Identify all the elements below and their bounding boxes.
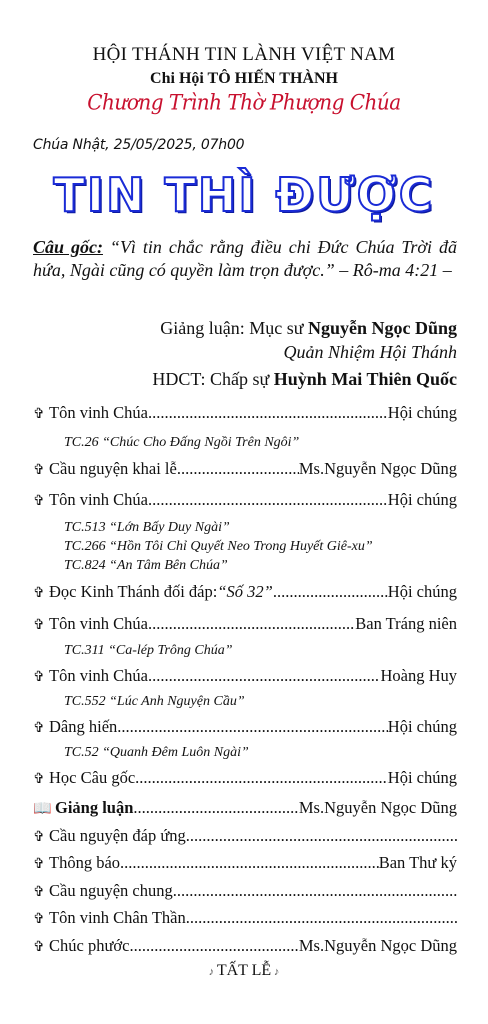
item-label: Tôn vinh Chúa xyxy=(49,666,148,685)
item-value: Ms.Nguyễn Ngọc Dũng xyxy=(298,459,457,478)
item-label: Tôn vinh Chân Thần xyxy=(49,908,186,927)
cross-icon: ✞ xyxy=(33,885,45,900)
leader-dots xyxy=(148,666,380,686)
cross-icon: ✞ xyxy=(33,463,45,478)
hymn: TC.824 “An Tâm Bên Chúa” xyxy=(64,558,228,573)
item-label-reading: “Số 32” xyxy=(217,582,273,601)
branch-name: Chi Hội TÔ HIẾN THÀNH xyxy=(150,70,338,87)
cross-icon: ✞ xyxy=(33,670,45,685)
item-value: Hội chúng xyxy=(387,490,457,509)
leader-dots xyxy=(173,881,457,901)
item-label: Thông báo xyxy=(49,853,121,872)
item-label: Tôn vinh Chúa xyxy=(49,403,148,422)
item-label: Giảng luận xyxy=(55,798,134,817)
cross-icon: ✞ xyxy=(33,407,45,422)
organization-name: HỘI THÁNH TIN LÀNH VIỆT NAM xyxy=(92,44,396,65)
leader-dots xyxy=(186,908,457,928)
leader-dots xyxy=(273,582,388,602)
leader-dots xyxy=(186,826,457,846)
preacher-role: Quản Nhiệm Hội Thánh xyxy=(283,342,457,362)
program-item xyxy=(33,936,457,956)
hymn: TC.513 “Lớn Bấy Duy Ngài” xyxy=(64,520,230,535)
book-icon: 📖 xyxy=(33,801,52,817)
program-item xyxy=(33,403,457,423)
item-label: Đọc Kinh Thánh đối đáp: xyxy=(49,582,218,601)
leader-dots xyxy=(117,717,388,737)
program-item xyxy=(33,459,457,479)
bell-icon: ♪ xyxy=(271,966,280,978)
cross-icon: ✞ xyxy=(33,912,45,927)
closing-text: TẤT LỄ xyxy=(216,962,272,979)
leader-dots xyxy=(129,936,298,956)
preacher-label: Giảng luận: Mục sư xyxy=(160,318,308,338)
item-label: Học Câu gốc xyxy=(49,768,136,787)
hymn: TC.266 “Hồn Tôi Chỉ Quyết Neo Trong Huyết Giê-xu” xyxy=(64,539,373,554)
item-label: Chúc phước xyxy=(49,936,130,955)
item-value: Ban Thư ký xyxy=(378,853,457,872)
item-value: Ms.Nguyễn Ngọc Dũng xyxy=(298,798,457,817)
item-label: Cầu nguyện đáp ứng xyxy=(49,826,186,845)
closing-line xyxy=(0,962,488,980)
leader-dots xyxy=(148,403,388,423)
program-item xyxy=(33,582,457,602)
program-item xyxy=(33,717,457,737)
leader-dots xyxy=(120,853,379,873)
program-item xyxy=(33,666,457,686)
program-item xyxy=(33,908,457,928)
leader-dots xyxy=(148,614,355,634)
key-verse-label: Câu gốc: xyxy=(33,237,103,257)
leader-dots xyxy=(177,459,299,479)
item-label: Tôn vinh Chúa xyxy=(49,490,148,509)
program-title: Chương Trình Thờ Phượng Chúa xyxy=(87,89,401,115)
hdct-name: Huỳnh Mai Thiên Quốc xyxy=(273,369,457,389)
bell-icon: ♪ xyxy=(208,966,217,978)
cross-icon: ✞ xyxy=(33,721,45,736)
cross-icon: ✞ xyxy=(33,772,45,787)
hdct-label: HDCT: Chấp sự xyxy=(152,369,274,389)
program-item xyxy=(33,826,457,846)
cross-icon: ✞ xyxy=(33,586,45,601)
hymn: TC.26 “Chúc Cho Đấng Ngồi Trên Ngôi” xyxy=(64,435,300,450)
key-verse-text: “Vì tin chắc rằng điều chi Đức Chúa Trời đã hứa, Ngài cũng có quyền làm trọn được.” – Rô-ma 4:21 – xyxy=(33,237,457,280)
item-label: Cầu nguyện khai lễ xyxy=(49,459,177,478)
item-value: Hoàng Huy xyxy=(380,666,457,685)
program-item-sermon xyxy=(33,798,457,818)
item-label: Tôn vinh Chúa xyxy=(49,614,148,633)
program-item xyxy=(33,853,457,873)
sermon-title: TIN THÌ ĐƯỢC xyxy=(53,168,435,222)
leader-dots xyxy=(148,490,388,510)
preacher-name: Nguyễn Ngọc Dũng xyxy=(307,318,457,338)
preacher-line xyxy=(160,318,457,339)
item-label: Cầu nguyện chung xyxy=(49,881,173,900)
cross-icon: ✞ xyxy=(33,940,45,955)
item-value: Ms.Nguyễn Ngọc Dũng xyxy=(298,936,457,955)
key-verse xyxy=(33,236,457,282)
program-item xyxy=(33,490,457,510)
item-label: Dâng hiến xyxy=(49,717,118,736)
cross-icon: ✞ xyxy=(33,618,45,633)
program-item xyxy=(33,614,457,634)
program-item xyxy=(33,768,457,788)
item-value: Hội chúng xyxy=(387,768,457,787)
cross-icon: ✞ xyxy=(33,857,45,872)
hymn: TC.311 “Ca-lép Trông Chúa” xyxy=(64,643,233,658)
service-date: Chúa Nhật, 25/05/2025, 07h00 xyxy=(33,137,245,153)
hdct-line xyxy=(152,369,457,390)
leader-dots xyxy=(133,798,298,818)
cross-icon: ✞ xyxy=(33,830,45,845)
leader-dots xyxy=(135,768,388,788)
item-value: Ban Tráng niên xyxy=(355,614,457,633)
item-value: Hội chúng xyxy=(387,403,457,422)
hymn: TC.552 “Lúc Anh Nguyện Cầu” xyxy=(64,694,245,709)
item-value: Hội chúng xyxy=(387,717,457,736)
hymn: TC.52 “Quanh Đêm Luôn Ngài” xyxy=(64,745,249,760)
program-item xyxy=(33,881,457,901)
cross-icon: ✞ xyxy=(33,494,45,509)
item-value: Hội chúng xyxy=(387,582,457,601)
